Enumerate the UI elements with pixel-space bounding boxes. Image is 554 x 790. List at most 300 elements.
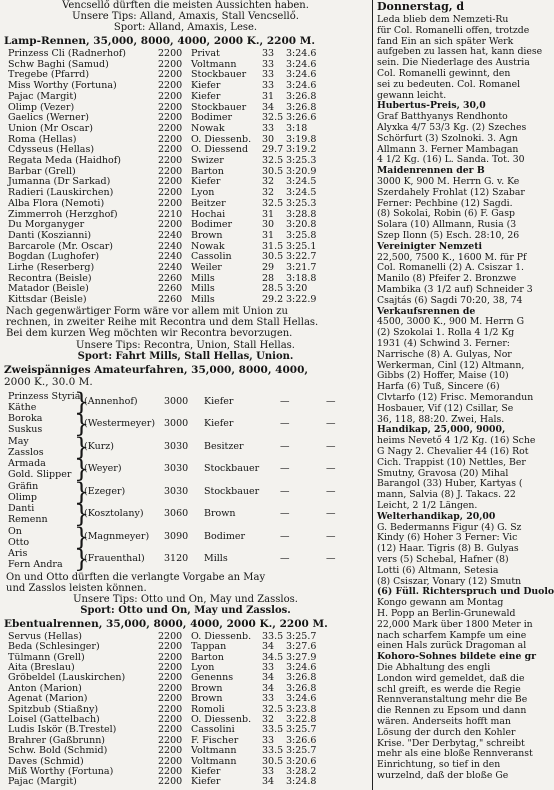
- right-text-line: vers (5) Schebal, Hafner (8): [377, 554, 509, 565]
- brace: }: [74, 500, 90, 529]
- race3-entry: [8, 724, 368, 735]
- right-text-line: Schörfurt (3) Szolnoki. 3. Agn: [377, 132, 518, 144]
- driver: Stockbauer: [191, 101, 247, 113]
- time: 3:22.7: [286, 251, 317, 263]
- speed: 32.5: [262, 703, 284, 715]
- speed: 31: [262, 208, 275, 220]
- driver: Cassolini: [191, 724, 235, 736]
- horse-owner: Agenat (Marion): [8, 693, 88, 705]
- right-text-line: Werkerman, Cinl (12) Altmann,: [377, 359, 525, 371]
- race1-entry: [8, 48, 368, 59]
- time: 3:18.8: [286, 272, 317, 284]
- time: 3:24.6: [286, 69, 317, 81]
- distance: 2200: [158, 630, 183, 642]
- speed: 33.5: [262, 724, 284, 736]
- right-text-line: aufgeben zu lassen hat, kann diese: [377, 46, 543, 58]
- distance: 2200: [158, 155, 183, 166]
- driver: Brown: [191, 693, 223, 705]
- driver: Weiler: [191, 262, 222, 273]
- time: 3:24.8: [286, 776, 317, 788]
- horse-owner: Matador (Beisle): [8, 283, 89, 295]
- race1-entry: [8, 91, 368, 102]
- race3-entry: [8, 714, 368, 725]
- right-text-line: (8) Sokolai, Robin (6) F. Gasp: [377, 208, 515, 220]
- driver: O. Diessend: [191, 144, 249, 156]
- time: 3:21.7: [286, 262, 317, 273]
- time: 3:26.8: [286, 672, 317, 684]
- driver: Voltmann: [191, 745, 237, 757]
- race3-entry: [8, 641, 368, 652]
- dash: —: [326, 553, 336, 565]
- speed: 28.5: [262, 283, 284, 295]
- speed: 32: [262, 187, 275, 199]
- driver: Kiefer: [191, 766, 221, 777]
- race3-entry: [8, 672, 368, 683]
- speed: 34: [262, 641, 275, 653]
- right-text-line: Graf Batthyanys Rendhonto: [377, 111, 508, 123]
- speed: 32: [262, 176, 275, 188]
- time: 3:20.6: [286, 755, 317, 767]
- right-text-line: Kongo gewann am Montag: [377, 597, 504, 609]
- horse-owner: Tregebe (Pfarrd): [8, 69, 90, 81]
- driver: Lyon: [191, 187, 215, 199]
- race3-entry: [8, 683, 368, 694]
- dash: —: [280, 485, 290, 497]
- distance: 2210: [158, 208, 183, 220]
- speed: 33.5: [262, 745, 284, 757]
- time: 3:23.8: [286, 703, 317, 715]
- horse-owner: Prinzess Cli (Radnerhof): [8, 48, 127, 59]
- race1-commentary: rechnen, in zweiter Reihe mit Recontra und dem Stall Hellas.: [6, 316, 319, 328]
- right-text-line: Cich. Trappist (10) Nettles, Ber: [377, 456, 526, 468]
- speed: 29.2: [262, 294, 284, 306]
- race2-header: Zweispänniges Amateurfahren, 35,000, 8000, 4000,: [4, 363, 309, 376]
- time: 3:25.3: [286, 155, 317, 166]
- time: 3:24.5: [286, 176, 317, 188]
- brace: }: [74, 545, 90, 574]
- distance: 2200: [158, 165, 183, 177]
- right-text-line: Alyxka 4/7 53/3 Kg. (2) Szeches: [377, 122, 527, 133]
- right-text-line: Die Abhaltung des engli: [377, 662, 491, 673]
- dash: —: [326, 395, 336, 407]
- race2-commentary: On und Otto dürften die verlangte Vorgabe an May: [6, 571, 266, 583]
- brace: }: [74, 410, 90, 439]
- right-text-line: nach scharfem Kampfe um eine: [377, 629, 527, 641]
- right-text-line: Lotti (6) Altmann, Setesia: [377, 564, 499, 576]
- right-text-line: gewann leicht.: [377, 89, 447, 101]
- horse-owner: Miß Worthy (Fortuna): [8, 766, 114, 777]
- right-text-line: Krise. "Der Derbytag," schreibt: [377, 737, 525, 749]
- horse-owner: Recontra (Beisle): [8, 272, 92, 284]
- race1-entry: [8, 69, 368, 80]
- speed: 29: [262, 262, 275, 273]
- speed: 33: [262, 122, 275, 134]
- driver: Cassolin: [191, 251, 232, 263]
- distance: 2200: [158, 122, 183, 134]
- horse-owner: Daves (Schmid): [8, 755, 84, 767]
- driver: Beitzer: [191, 197, 226, 209]
- driver: Barton: [191, 165, 224, 177]
- driver: Mills: [191, 283, 215, 295]
- horse-owner: Miss Worthy (Fortuna): [8, 80, 117, 92]
- right-text-line: Leda blieb dem Nemzeti-Ru: [377, 14, 509, 25]
- time: 3:25.7: [286, 724, 317, 736]
- race3-entry: [8, 693, 368, 704]
- race2-tips: Unsere Tips: Otto und On, May und Zasslos.: [73, 593, 298, 605]
- right-text-line: Lösung der durch den Kohler: [377, 726, 516, 738]
- time: 3:25.7: [286, 630, 317, 642]
- horse-owner: Servus (Hellas): [8, 630, 82, 642]
- speed: 30.5: [262, 251, 284, 263]
- time: 3:22.9: [286, 294, 317, 306]
- race1-commentary: Nach gegenwärtiger Form wäre vor allem mit Union zu: [6, 305, 288, 317]
- driver: Kiefer: [191, 90, 221, 102]
- distance: 2200: [158, 734, 183, 746]
- driver: Mills: [191, 272, 215, 284]
- right-text-line: 36, 118, 88:20. Zwei, Hals.: [377, 413, 505, 425]
- time: 3:24.6: [286, 80, 317, 92]
- driver: Genenns: [191, 672, 234, 684]
- race3-entry: [8, 662, 368, 673]
- distance: 2200: [158, 682, 183, 694]
- speed: 33: [262, 662, 275, 673]
- horse-name: Gräfin: [8, 480, 39, 492]
- dash: —: [280, 530, 290, 542]
- driver: Swizer: [191, 155, 224, 166]
- race1-entry: [8, 230, 368, 241]
- right-text-line: Mambika (3 1/2 auf) Schneider 3: [377, 284, 533, 295]
- time: 3:18: [286, 122, 308, 134]
- driver: Stockbauer: [204, 485, 260, 497]
- right-text-line: sein. Die Niederlage des Austria: [377, 57, 530, 69]
- distance: 2240: [158, 240, 183, 252]
- right-text-line: Rennveranstaltung mehr die Be: [377, 694, 528, 706]
- right-text-line: wären. Anderseits hofft man: [377, 716, 511, 727]
- owner: (Frauenthal): [84, 553, 145, 565]
- right-text-line: fand Ein an sich später Werk: [377, 35, 514, 47]
- distance: 2240: [158, 262, 183, 273]
- time: 3:28.8: [286, 208, 317, 220]
- dash: —: [280, 553, 290, 565]
- speed: 34: [262, 101, 275, 113]
- driver: Kiefer: [191, 776, 221, 788]
- driver: Voltmann: [191, 58, 237, 70]
- time: 3:26.6: [286, 112, 317, 124]
- time: 3:24.6: [286, 662, 317, 673]
- intro-sport: Sport: Alland, Amaxis, Lese.: [113, 22, 258, 33]
- distance: 2200: [158, 219, 183, 231]
- driver: Bodimer: [191, 112, 232, 124]
- right-text-line: Leicht, 2 1/2 Längen.: [377, 500, 478, 511]
- right-text-line: Einrichtung, so tief in den: [377, 759, 501, 771]
- distance: 2200: [158, 90, 183, 102]
- horse-owner: Aita (Breslau): [8, 662, 75, 673]
- right-header: Donnerstag, d: [377, 0, 465, 13]
- right-text-line: Clvtarfo (12) Frisc. Memorandun: [377, 392, 534, 403]
- horse-owner: Brahrer (Gaßbrunn): [8, 734, 106, 746]
- dash: —: [280, 440, 290, 452]
- race3-entry: [8, 652, 368, 663]
- driver: Kiefer: [204, 395, 234, 407]
- driver: Barton: [191, 651, 224, 663]
- distance: 2200: [158, 187, 183, 199]
- brace: }: [74, 455, 90, 484]
- horse-owner: Pajac (Margit): [8, 776, 77, 788]
- right-text-line: Col. Romanelli (2) A. Csiszar 1.: [377, 262, 525, 274]
- race1-entry: [8, 283, 368, 294]
- right-text-line: Harfa (6) Tuß, Sincere (6): [377, 381, 500, 393]
- dash: —: [326, 530, 336, 542]
- right-text-line: G Nagy 2. Chevalier 44 (16) Rot: [377, 446, 529, 457]
- driver: Brown: [191, 229, 223, 241]
- right-text-line: mehr als eine bloße Rennveranst: [377, 748, 533, 760]
- race1-entry: [8, 294, 368, 305]
- right-text-line: 22,500, 7500 K., 1600 M. für Pf: [377, 251, 527, 263]
- right-text-line: Solara (10) Allmann, Rusia (3: [377, 219, 517, 231]
- owner: (Weyer): [84, 463, 122, 475]
- horse-name: Gold. Slipper: [8, 469, 72, 481]
- right-text-line: Narrische (8) A. Gulyas, Nor: [377, 348, 512, 360]
- driver: O. Diessenb.: [191, 714, 252, 725]
- right-column: [372, 0, 554, 790]
- race1-entry: [8, 155, 368, 166]
- distance: 2200: [158, 651, 183, 663]
- speed: 30: [262, 133, 275, 145]
- driver: Stockbauer: [191, 69, 247, 81]
- right-text-line: schl greift, es werde die Regie: [377, 683, 521, 695]
- right-text-line: Hubertus-Preis, 30,0: [377, 100, 486, 112]
- horse-owner: Pajac (Margit): [8, 90, 77, 102]
- owner: (Ezeger): [84, 485, 126, 497]
- speed: 34: [262, 682, 275, 694]
- race1-sport: Sport: Fahrt Mills, Stall Hellas, Union.: [77, 350, 294, 362]
- distance: 2200: [158, 101, 183, 113]
- right-text-line: Welterhandikap, 20,00: [377, 510, 496, 522]
- horse-owner: Cdysseus (Hellas): [8, 144, 95, 156]
- right-text-line: Csajtás (6) Sagdi 70:20, 38, 74: [377, 294, 523, 306]
- distance: 2200: [158, 662, 183, 673]
- speed: 33: [262, 766, 275, 777]
- brace: }: [74, 387, 90, 416]
- horse-owner: Union (Mr Oscar): [8, 122, 93, 134]
- time: 3:24.5: [286, 187, 317, 199]
- driver: Mills: [204, 553, 228, 565]
- time: 3:20.8: [286, 219, 317, 231]
- right-text-line: Kindy (6) Hoher 3 Ferner: Vic: [377, 532, 518, 544]
- owner: (Westermeyer): [84, 418, 156, 430]
- right-text-line: (2) Szokolai 1. Rolla 4 1/2 Kg: [377, 327, 515, 339]
- distance: 2200: [158, 776, 183, 788]
- horse-name: Prinzess Styria: [8, 390, 81, 402]
- dash: —: [326, 508, 336, 520]
- speed: 28: [262, 272, 275, 284]
- driver: Hochai: [191, 208, 226, 220]
- right-text-line: 1931 (4) Schwind 3. Ferner:: [377, 338, 510, 349]
- driver: Nowak: [191, 122, 225, 134]
- race3-entry: [8, 776, 368, 787]
- race1-entry: [8, 187, 368, 198]
- right-text-line: Szep Ilonn (5) Esch. 28:10, 26: [377, 230, 520, 241]
- time: 3:27.6: [286, 641, 317, 653]
- speed: 32.5: [262, 155, 284, 166]
- driver: Brown: [204, 508, 236, 520]
- distance: 3060: [164, 508, 189, 520]
- driver: Lyon: [191, 662, 215, 673]
- horse-name: Suskus: [8, 424, 43, 436]
- speed: 33: [262, 58, 275, 70]
- dash: —: [326, 418, 336, 430]
- distance: 2240: [158, 229, 183, 241]
- right-text-line: Szerdahely Frohlat (12) Szabar: [377, 186, 525, 198]
- race2-commentary: und Zasslos leisten können.: [6, 582, 147, 594]
- horse-owner: Alba Flora (Nemoti): [8, 197, 105, 209]
- horse-owner: Barcarole (Mr. Oscar): [8, 240, 113, 252]
- race1-entry: [8, 273, 368, 284]
- right-text-line: H. Popp an Berlin-Grunewald: [377, 608, 516, 619]
- horse-owner: Ludis Iskör (B.Trestel): [8, 724, 117, 736]
- time: 3:27.9: [286, 651, 317, 663]
- time: 3:19.8: [286, 133, 317, 145]
- race1-entry: [8, 80, 368, 91]
- right-text-line: Kohoro-Sohnes bildete eine gr: [377, 651, 536, 663]
- right-text-line: (8) Csiszar, Vonary (12) Smutn: [377, 575, 522, 587]
- race1-entry: [8, 198, 368, 209]
- horse-name: Danti: [8, 503, 35, 515]
- right-text-line: Maidenrennen der B: [377, 165, 485, 177]
- right-text-line: G. Bedermanns Figur (4) G. Sz: [377, 521, 522, 533]
- right-text-line: 3000 K, 900 M. Herrn G. v. Ke: [377, 176, 520, 187]
- right-text-line: sei zu bedeuten. Col. Romanel: [377, 78, 521, 90]
- horse-name: Käthe: [8, 401, 37, 413]
- race3-header: Ebentualrennen, 35,000, 8000, 4000, 2000 K., 2200 M.: [4, 617, 328, 630]
- race1-entry: [8, 59, 368, 70]
- speed: 33.5: [262, 630, 284, 642]
- race2-sport: Sport: Otto und On, May und Zasslos.: [80, 604, 291, 616]
- horse-owner: Loisel (Gattelbach): [8, 714, 100, 725]
- race1-entry: [8, 123, 368, 134]
- right-text-line: mann, Salvia (8) J. Takacs. 22: [377, 489, 516, 501]
- distance: 3030: [164, 485, 189, 497]
- horse-name: Remenn: [8, 514, 48, 526]
- driver: O. Diessenb.: [191, 630, 252, 642]
- driver: O. Diessenb.: [191, 133, 252, 145]
- speed: 34: [262, 672, 275, 684]
- speed: 32: [262, 714, 275, 725]
- right-text-line: die Rennen zu Epsom und dann: [377, 705, 527, 717]
- distance: 2200: [158, 641, 183, 653]
- horse-owner: Regata Meda (Haidhof): [8, 155, 121, 166]
- driver: Romoli: [191, 703, 225, 715]
- race1-tips: Unsere Tips: Recontra, Union, Stall Hellas.: [76, 339, 295, 351]
- time: 3:24.6: [286, 48, 317, 59]
- distance: 2200: [158, 197, 183, 209]
- right-text-line: (6) Füll. Richterspruch und Duolo: [377, 586, 554, 598]
- race1-entry: [8, 251, 368, 262]
- driver: Nowak: [191, 240, 225, 252]
- speed: 31.5: [262, 240, 284, 252]
- right-text-line: 22,000 Mark über 1800 Meter in: [377, 618, 533, 630]
- horse-name: Boroka: [8, 413, 43, 425]
- horse-name: Aris: [8, 548, 28, 560]
- driver: Stockbauer: [204, 463, 260, 475]
- right-text-line: Hosbauer, Vif (12) Csillar, Se: [377, 402, 514, 414]
- speed: 34: [262, 776, 275, 788]
- time: 3:25.7: [286, 745, 317, 757]
- horse-owner: Beda (Schlesinger): [8, 641, 100, 653]
- right-text-line: heims Nevető 4 1/2 Kg. (16) Sche: [377, 435, 536, 447]
- intro-tips: Unsere Tips: Alland, Amaxis, Stall Vencsellő.: [72, 11, 299, 22]
- brace: }: [74, 432, 90, 461]
- race1-header: Lamp-Rennen, 35,000, 8000, 4000, 2000 K., 2200 M.: [4, 35, 315, 47]
- speed: 30: [262, 219, 275, 231]
- horse-owner: Jumanna (Dr Sarkad): [8, 176, 111, 188]
- driver: Kiefer: [204, 418, 234, 430]
- owner: (Kosztolany): [84, 508, 144, 520]
- speed: 33: [262, 69, 275, 81]
- race1-entry: [8, 219, 368, 230]
- time: 3:20.9: [286, 165, 317, 177]
- distance: 2200: [158, 112, 183, 124]
- race1-entry: [8, 134, 368, 145]
- right-text-line: London wird gemeldet, daß die: [377, 672, 525, 684]
- distance: 2260: [158, 283, 183, 295]
- race1-entry: [8, 209, 368, 220]
- race1-entry: [8, 176, 368, 187]
- distance: 2260: [158, 272, 183, 284]
- horse-owner: Roma (Hellas): [8, 133, 77, 145]
- horse-owner: Bogdan (Lughofer): [8, 251, 100, 263]
- distance: 2200: [158, 48, 183, 59]
- right-text-line: einen Hals zurück Dragoman al: [377, 640, 527, 652]
- race2-header-cont: 2000 K., 30.0 M.: [4, 375, 93, 388]
- time: 3:24.6: [286, 58, 317, 70]
- distance: 3030: [164, 463, 189, 475]
- distance: 2200: [158, 58, 183, 70]
- speed: 31: [262, 90, 275, 102]
- race3-entry: [8, 735, 368, 746]
- race3-entry: [8, 766, 368, 777]
- dash: —: [326, 485, 336, 497]
- speed: 30.5: [262, 165, 284, 177]
- distance: 2200: [158, 69, 183, 81]
- horse-owner: Du Morganyger: [8, 219, 85, 231]
- distance: 2200: [158, 80, 183, 92]
- horse-owner: Tülmann (Grell): [8, 651, 85, 663]
- speed: 32.5: [262, 197, 284, 209]
- horse-owner: Barbar (Grell): [8, 165, 76, 177]
- distance: 3120: [164, 553, 189, 565]
- horse-owner: Danti (Koszianni): [8, 229, 92, 241]
- distance: 2200: [158, 133, 183, 145]
- right-text-line: Handikap, 25,000, 9000,: [377, 424, 506, 436]
- speed: 30.5: [262, 755, 284, 767]
- right-text-line: (12) Haar. Tigris (8) B. Gulyas: [377, 543, 519, 555]
- driver: Kiefer: [191, 80, 221, 92]
- race3-entry: [8, 745, 368, 756]
- race1-entry: [8, 241, 368, 252]
- right-text-line: Verkaufsrennen de: [377, 305, 476, 317]
- distance: 2200: [158, 724, 183, 736]
- time: 3:25.8: [286, 229, 317, 241]
- right-text-line: 4 1/2 Kg. (16) L. Sanda. Tot. 30: [377, 154, 525, 166]
- right-text-line: 4500, 3000 K., 900 M. Herrn G: [377, 316, 524, 328]
- owner: (Magnmeyer): [84, 530, 150, 542]
- dash: —: [280, 395, 290, 407]
- owner: (Kurz): [84, 440, 114, 452]
- horse-owner: Spitzbub (Stiaßny): [8, 703, 99, 715]
- distance: 2200: [158, 672, 183, 684]
- speed: 33: [262, 48, 275, 59]
